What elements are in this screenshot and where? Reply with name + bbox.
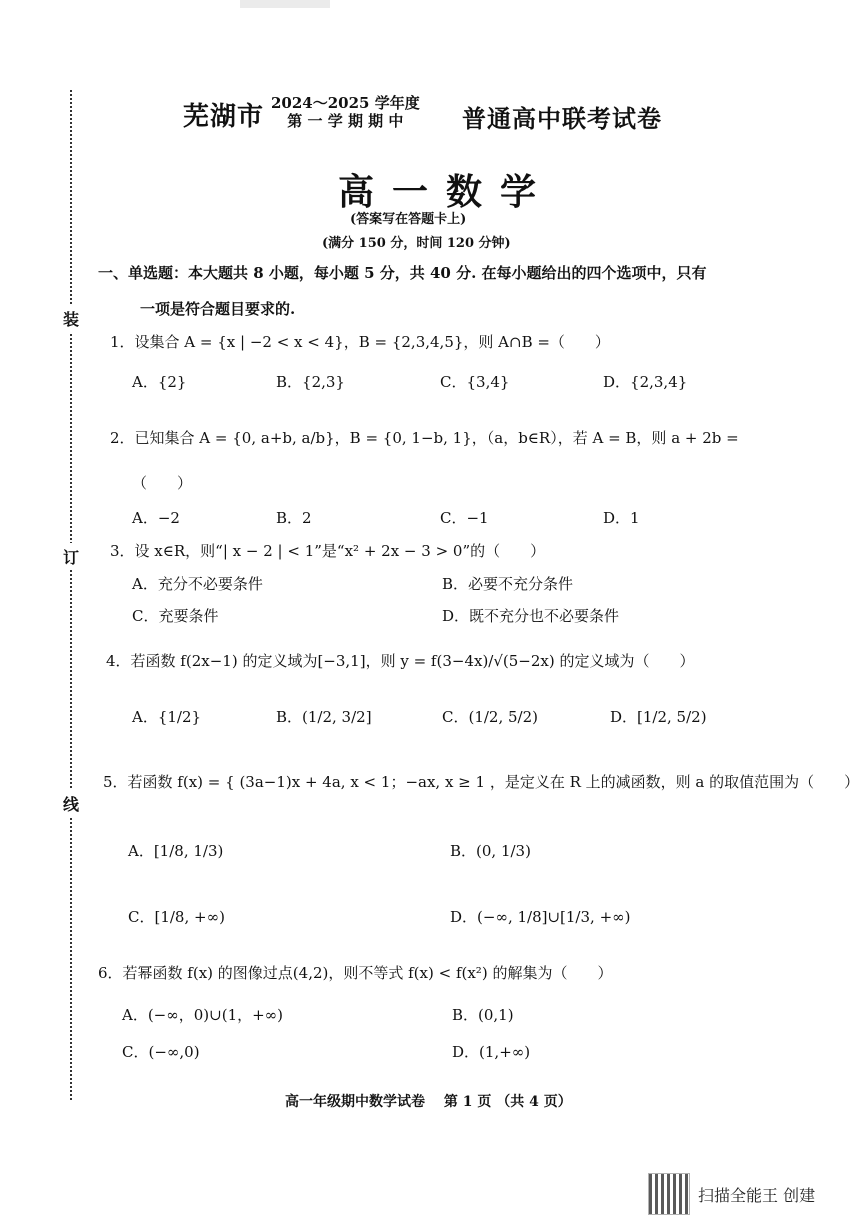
question-4-option-b: B．(1/2, 3/2] [276,708,372,726]
question-2-option-c: C．−1 [440,509,489,527]
binding-char-xian: 线 [63,790,79,817]
question-4-option-c: C．(1/2, 5/2) [442,708,538,726]
question-6-option-c: C．(−∞,0) [122,1043,200,1061]
question-2-option-b: B．2 [276,509,312,527]
answer-note: (答案写在答题卡上) [350,212,467,227]
question-4-option-a: A．{1/2} [132,708,202,726]
section-heading-cont: 一项是符合题目要求的. [140,300,296,318]
qr-code-icon [648,1173,690,1215]
question-3-stem: 3．设 x∈R，则“| x − 2 | < 1”是“x² + 2x − 3 > 0”的（ ） [110,542,546,560]
page-footer: 高一年级期中数学试卷 第 1 页 （共 4 页） [285,1094,572,1110]
question-6-option-b: B．(0,1) [452,1006,514,1024]
question-1-option-d: D．{2,3,4} [603,373,688,391]
exam-year-box [271,94,420,130]
question-6-stem: 6．若幂函数 f(x) 的图像过点(4,2)，则不等式 f(x) < f(x²) 的解集为（ ） [98,964,613,982]
question-3-option-c: C．充要条件 [132,607,219,625]
question-4-stem: 4．若函数 f(2x−1) 的定义域为[−3,1]，则 y = f(3−4x)/√(5−2x) 的定义域为（ ） [106,652,695,670]
question-3-option-a: A．充分不必要条件 [132,575,263,593]
exam-type: 普通高中联考试卷 [462,104,662,133]
question-6-option-d: D．(1,+∞) [452,1043,531,1061]
exam-subject: 高一数学 [338,171,555,213]
score-time-note: (满分 150 分，时间 120 分钟) [322,236,511,251]
question-1-option-b: B．{2,3} [276,373,345,391]
exam-term: 第 一 学 期 期 中 [287,112,404,130]
question-2-option-d: D．1 [603,509,640,527]
question-2-stem-bracket: （ ） [132,474,193,492]
binding-line [70,90,72,1100]
question-4-option-d: D．[1/2, 5/2) [610,708,707,726]
question-5-option-b: B．(0, 1/3) [450,842,531,860]
question-5-stem: 5．若函数 f(x) = { (3a−1)x + 4a, x < 1；−ax, x ≥ 1 ，是定义在 R 上的减函数，则 a 的取值范围为（ ） [103,773,860,791]
question-5-option-c: C．[1/8, +∞) [128,908,225,926]
question-2-stem: 2．已知集合 A = {0, a+b, a/b}，B = {0, 1−b, 1}，（a，b∈R），若 A = B，则 a + 2b = [110,429,739,447]
question-1-option-c: C．{3,4} [440,373,510,391]
section-heading: 一、单选题：本大题共 8 小题，每小题 5 分，共 40 分. 在每小题给出的四个选项中，只有 [98,264,707,282]
exam-city: 芜湖市 [183,102,265,132]
question-3-option-d: D．既不充分也不必要条件 [442,607,620,625]
question-2-option-a: A．−2 [132,509,180,527]
question-3-option-b: B．必要不充分条件 [442,575,574,593]
question-6-option-a: A．(−∞，0)∪(1，+∞) [122,1006,284,1024]
scanner-watermark [648,1173,815,1215]
exam-year: 2024～2025 学年度 [271,94,420,112]
question-1-stem: 1．设集合 A = {x | −2 < x < 4}，B = {2,3,4,5}，则 A∩B =（ ） [110,333,610,351]
question-5-option-d: D．(−∞, 1/8]∪[1/3, +∞) [450,908,631,926]
question-5-option-a: A．[1/8, 1/3) [128,842,224,860]
question-1-option-a: A．{2} [132,373,187,391]
binding-char-zhuang: 装 [63,305,79,332]
binding-char-ding: 订 [63,543,79,570]
watermark-text: 扫描全能王 创建 [698,1185,816,1205]
scan-smudge [240,0,330,8]
